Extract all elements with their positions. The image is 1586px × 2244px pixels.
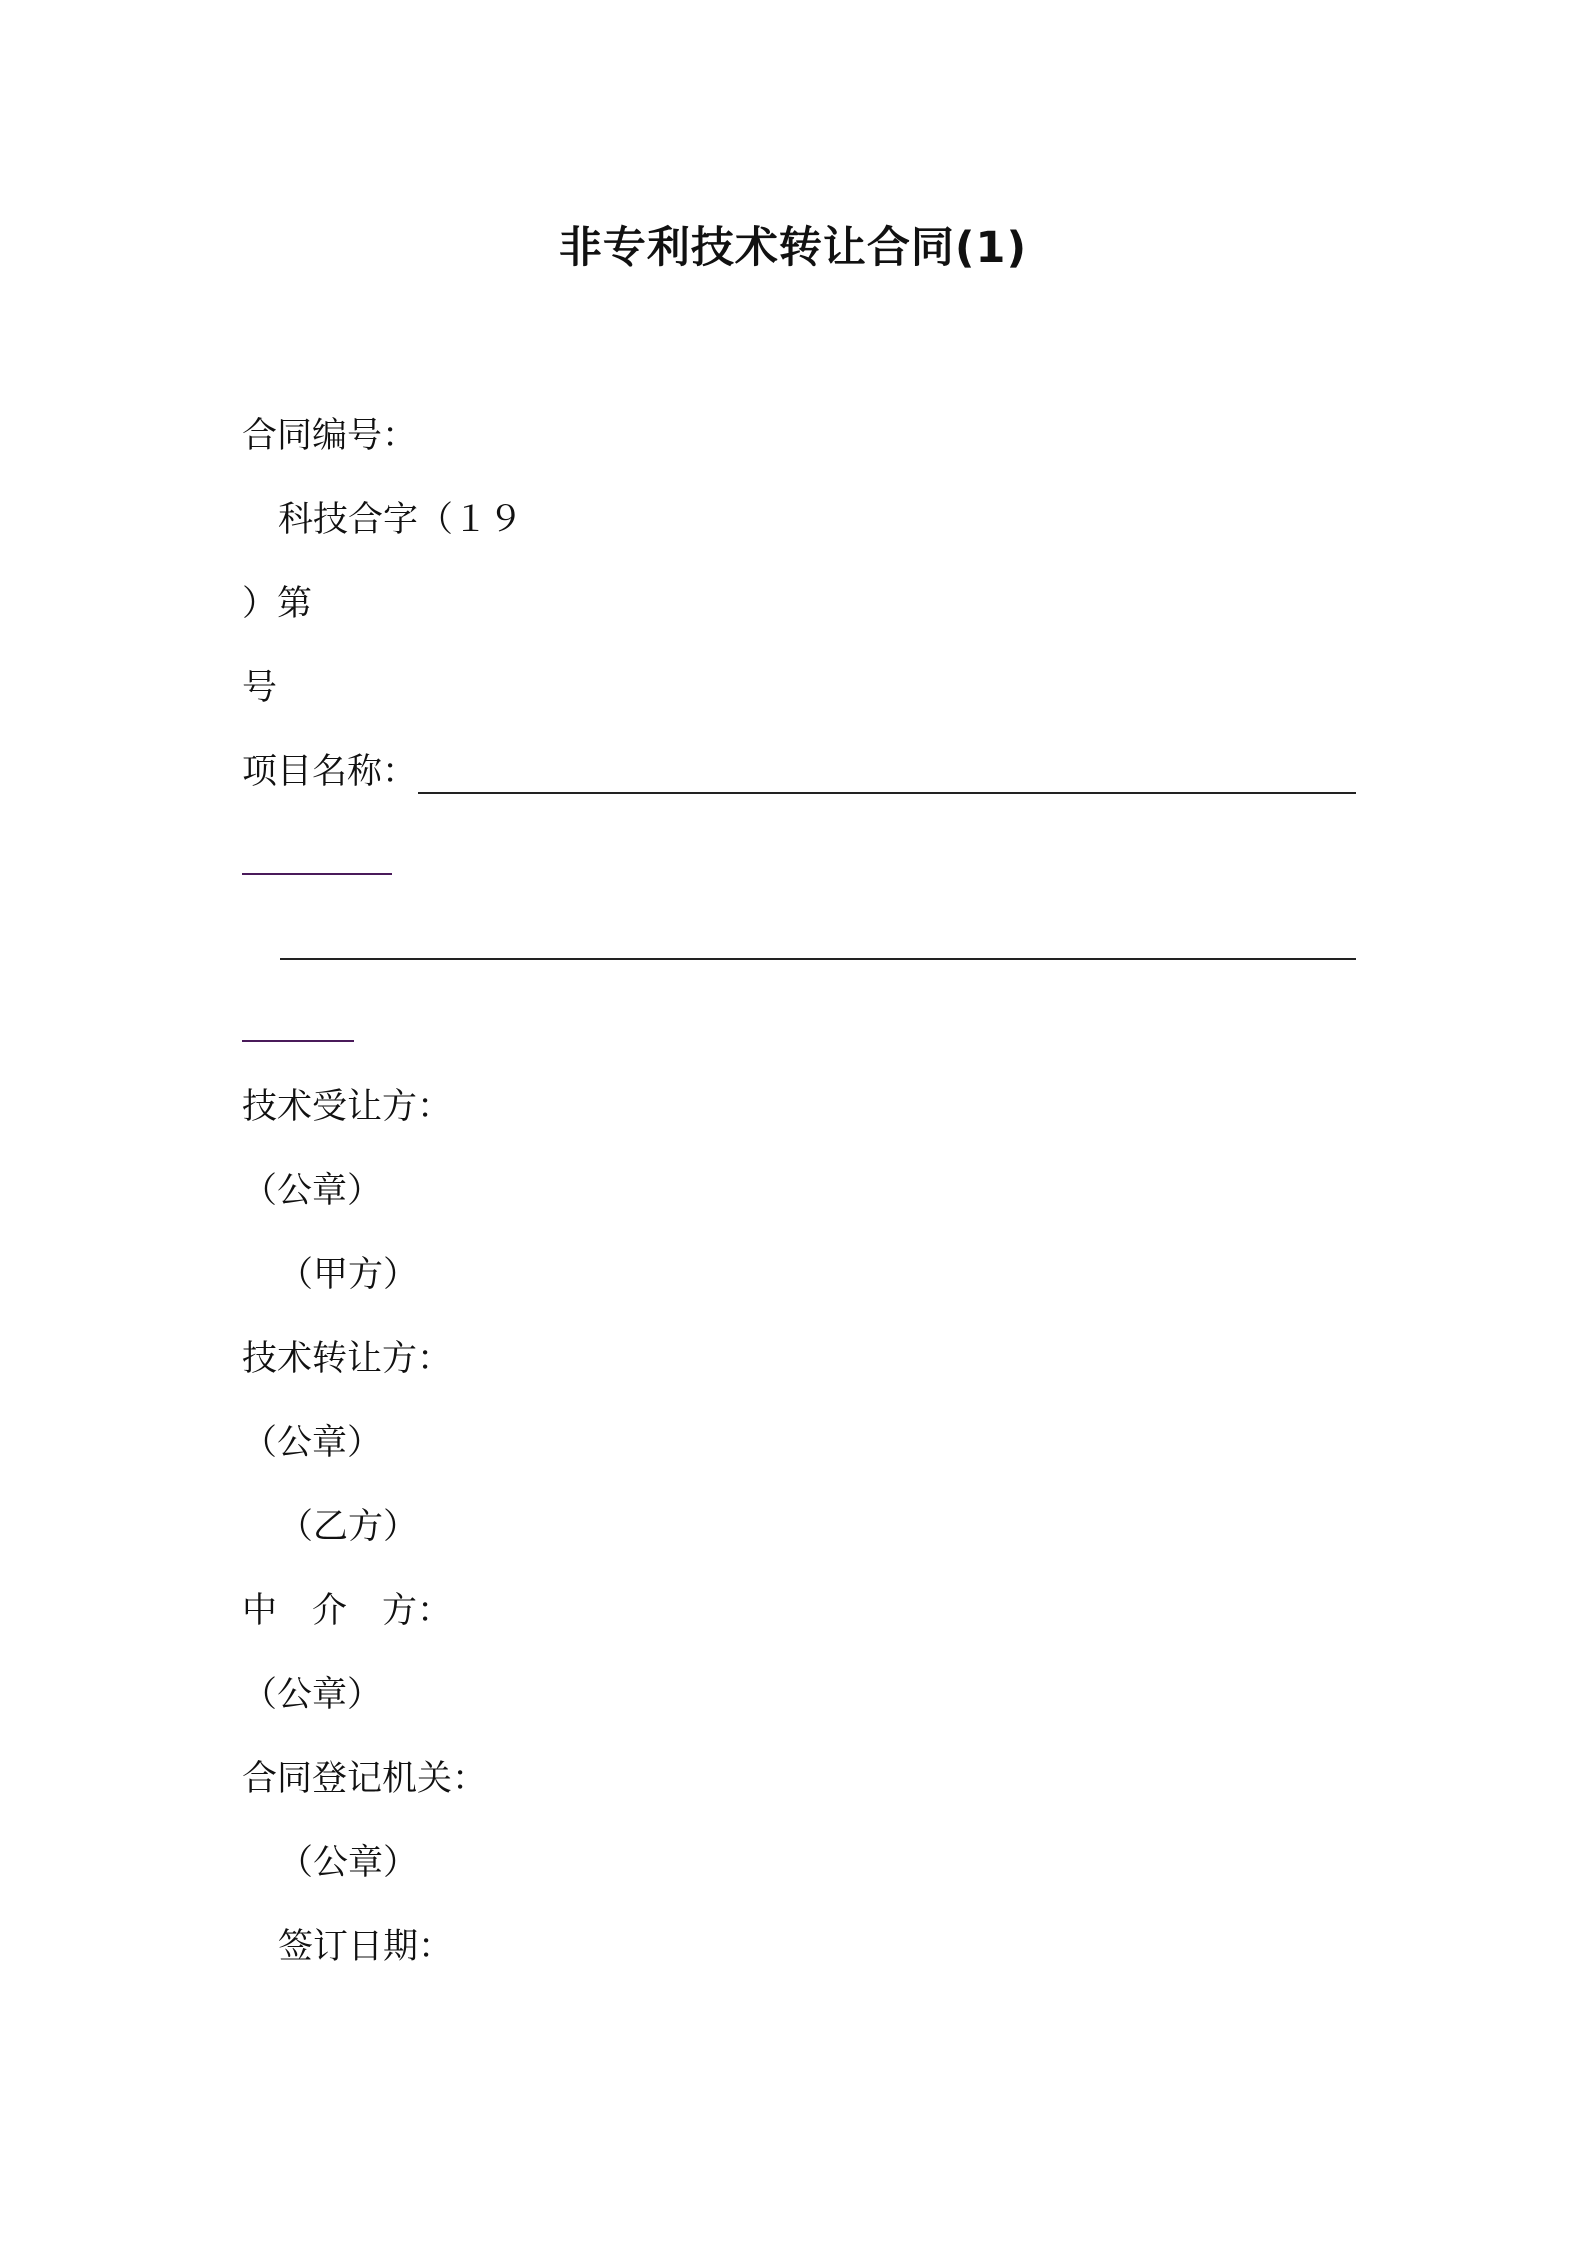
transferee-party: （甲方） xyxy=(278,1255,419,1295)
intermediary-seal: （公章） xyxy=(242,1675,383,1715)
document-title: 非专利技术转让合同(1) xyxy=(558,223,1028,273)
transferor-seal: （公章） xyxy=(242,1423,383,1463)
transferee-seal: （公章） xyxy=(242,1171,383,1211)
registry-seal: （公章） xyxy=(278,1843,419,1883)
project-name-blank-line-2-tail xyxy=(242,1040,354,1042)
contract-number-suffix: ）第 xyxy=(242,584,313,624)
contract-number-label: 合同编号： xyxy=(242,416,418,456)
transferor-party: （乙方） xyxy=(278,1507,419,1547)
signing-date-label: 签订日期： xyxy=(278,1927,454,1967)
contract-number-value: 科技合字（１９ xyxy=(278,500,524,540)
contract-number-suffix-end: 号 xyxy=(242,668,278,708)
project-name-blank-line-1 xyxy=(418,792,1356,794)
project-name-blank-line-2 xyxy=(280,958,1356,960)
project-name-blank-line-1-tail xyxy=(242,873,392,875)
project-name-label: 项目名称： xyxy=(242,752,418,792)
transferor-label: 技术转让方： xyxy=(242,1339,453,1379)
registry-label: 合同登记机关： xyxy=(242,1759,488,1799)
transferee-label: 技术受让方： xyxy=(242,1087,453,1127)
intermediary-label: 中 介 方： xyxy=(242,1591,453,1631)
